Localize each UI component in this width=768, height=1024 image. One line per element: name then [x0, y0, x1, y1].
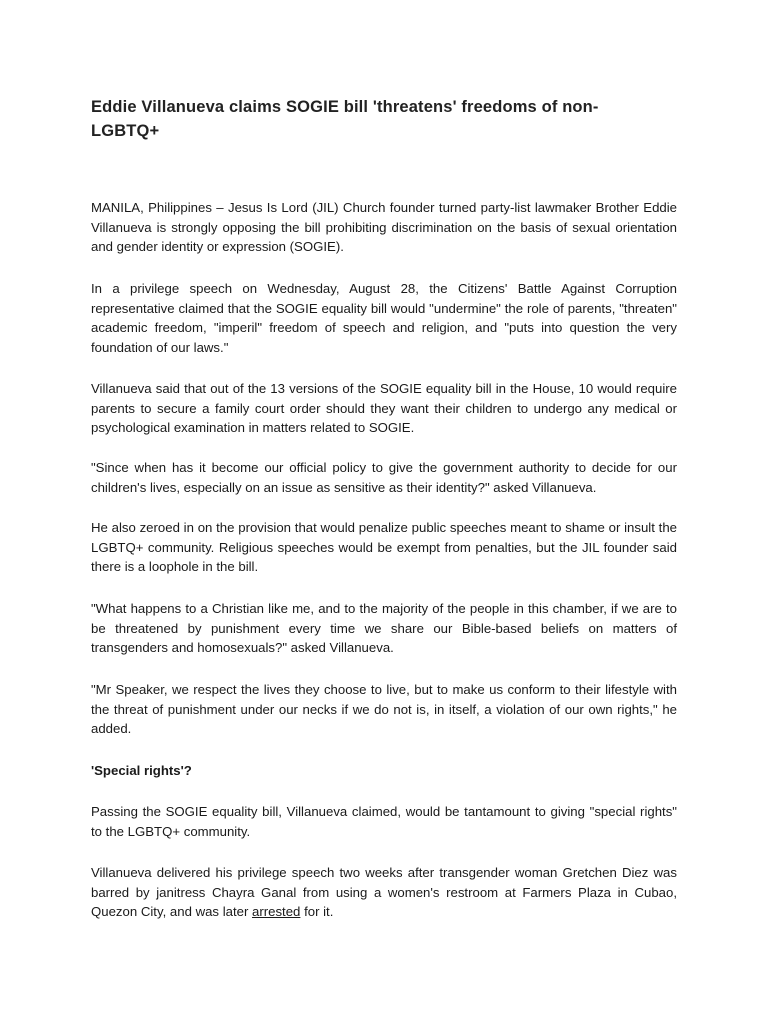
paragraph-versions: Villanueva said that out of the 13 versions of the SOGIE equality bill in the House, 10 would require parents to secure a family court order should they want their children to undergo any medical or psychological examination in matters related to SOGIE. [91, 381, 677, 436]
paragraph-penalize-speeches: He also zeroed in on the provision that would penalize public speeches meant to shame or insult the LGBTQ+ community. Religious speeches would be exempt from penalties, but the JIL founder said there is a loophole in the bill. [91, 520, 677, 575]
restroom-text-before-link: Villanueva delivered his privilege speech two weeks after transgender woman Gretchen Diez was barred by janitress Chayra Ganal from using a women's restroom at Farmers Plaza in Cubao, Quezon City, and was later [91, 865, 677, 920]
paragraph-restroom-incident [91, 863, 677, 922]
paragraph-intro: MANILA, Philippines – Jesus Is Lord (JIL) Church founder turned party-list lawmaker Brother Eddie Villanueva is strongly opposing the bill prohibiting discrimination on the basis of sexual orientation and gender identity or expression (SOGIE). [91, 200, 677, 255]
article-title: Eddie Villanueva claims SOGIE bill 'threatens' freedoms of non-LGBTQ+ [91, 98, 599, 140]
paragraph-special-rights: Passing the SOGIE equality bill, Villanueva claimed, would be tantamount to giving "special rights" to the LGBTQ+ community. [91, 804, 677, 839]
paragraph-quote-christian: "What happens to a Christian like me, and to the majority of the people in this chamber, if we are to be threatened by punishment every time we share our Bible-based beliefs on matters of transgenders and homosexuals?" asked Villanueva. [91, 601, 677, 656]
restroom-text-after-link: for it. [300, 904, 334, 920]
paragraph-quote-speaker: "Mr Speaker, we respect the lives they choose to live, but to make us conform to their lifestyle with the threat of punishment under our necks if we do not is, in itself, a violation of our own rights," he added. [91, 682, 677, 737]
subheading-special-rights: 'Special rights'? [91, 763, 192, 778]
arrested-link[interactable]: arrested [252, 904, 301, 920]
paragraph-quote-official-policy: "Since when has it become our official policy to give the government authority to decide for our children's lives, especially on an issue as sensitive as their identity?" asked Villanueva. [91, 460, 677, 495]
paragraph-privilege-speech: In a privilege speech on Wednesday, August 28, the Citizens' Battle Against Corruption representative claimed that the SOGIE equality bill would "undermine" the role of parents, "threaten" academic freedom, "imperil" freedom of speech and religion, and "puts into question the very foundation of our laws." [91, 281, 677, 356]
